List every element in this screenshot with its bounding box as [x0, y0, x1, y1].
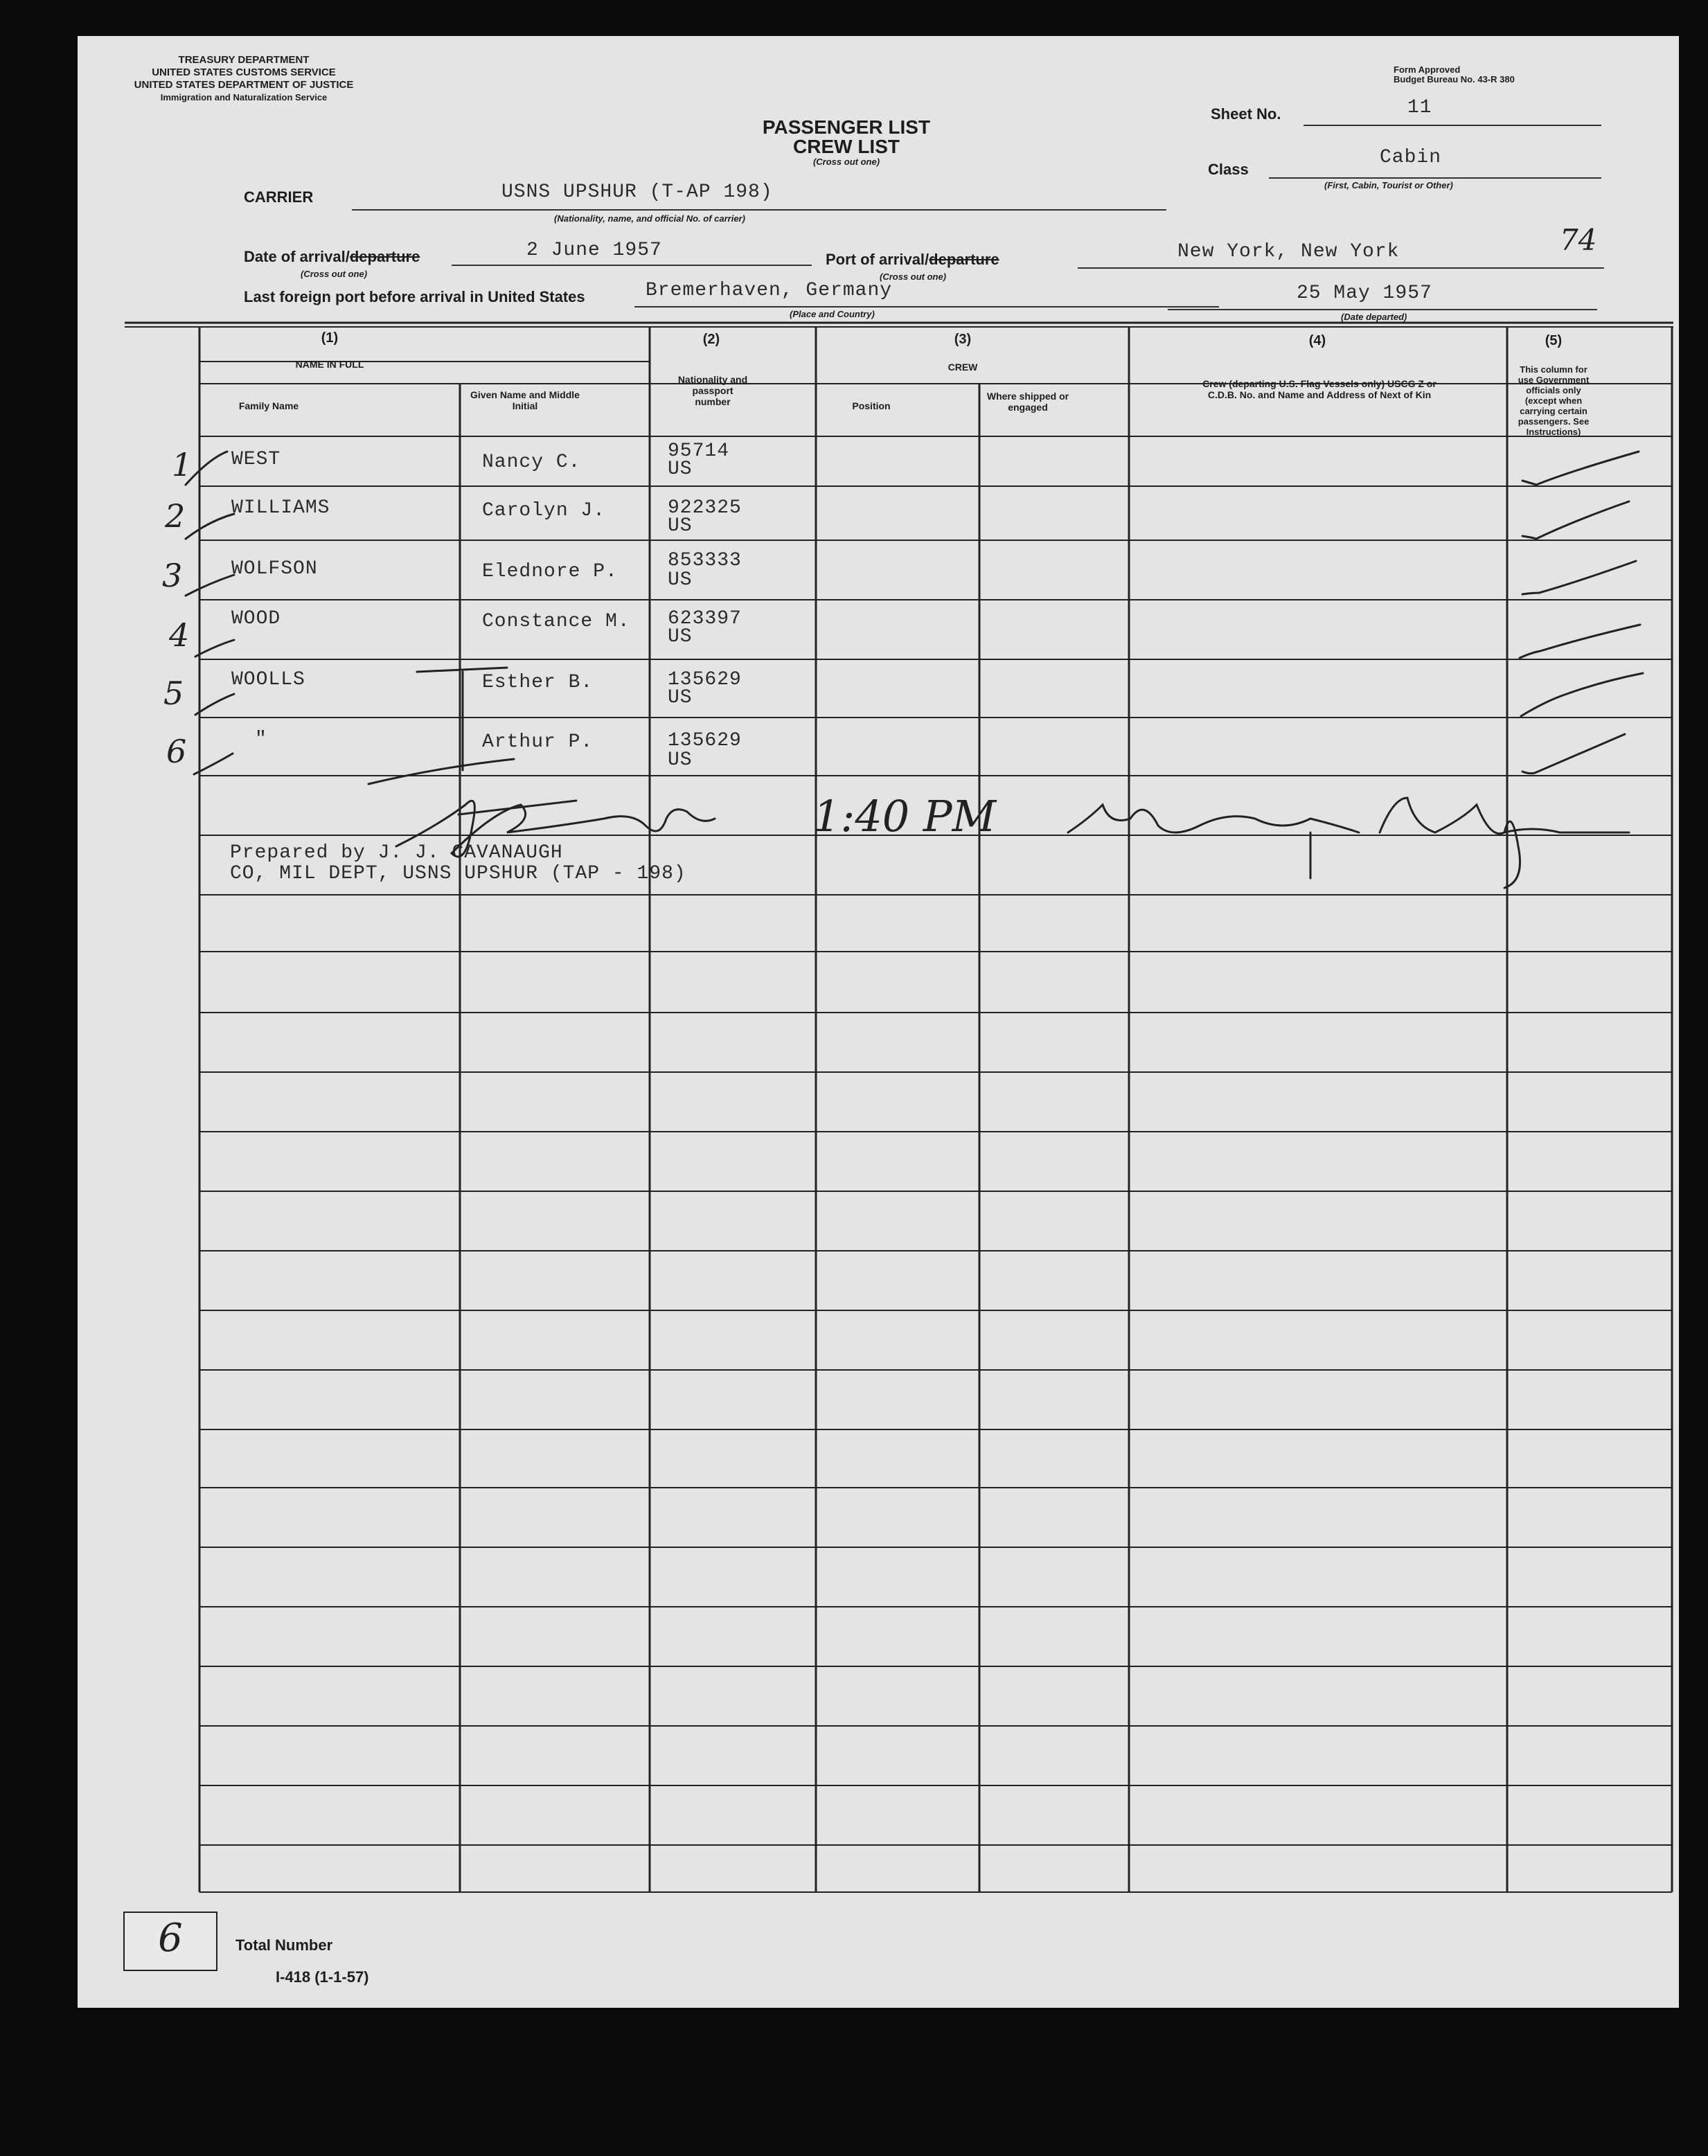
port-value: New York, New York — [1177, 241, 1400, 262]
family-name-cell: WEST — [231, 449, 281, 470]
family-name-header: Family Name — [238, 400, 299, 411]
nationality-cell: US — [668, 626, 693, 648]
row-number: 3 — [162, 557, 183, 594]
nationality-cell: US — [668, 569, 693, 591]
col1-number: (1) — [321, 330, 339, 346]
document-sheet — [78, 36, 1679, 2008]
date-departed-caption: (Date departed) — [1341, 312, 1407, 322]
col1-title: NAME IN FULL — [295, 359, 364, 370]
tick-mark-icon — [186, 575, 234, 596]
agency-line: Immigration and Naturalization Service — [160, 92, 328, 103]
total-number-value: 6 — [158, 1916, 183, 1961]
given-name-cell: Arthur P. — [482, 731, 594, 753]
family-name-cell: WILLIAMS — [231, 497, 330, 519]
passport-cell: 135629 — [668, 669, 742, 691]
row-number: 5 — [163, 675, 184, 712]
row-number: 1 — [172, 446, 193, 483]
nationality-cell: US — [668, 458, 693, 480]
row-number: 4 — [169, 616, 190, 654]
col3-title: CREW — [948, 362, 978, 373]
tick-mark-icon — [195, 694, 234, 715]
tick-mark-icon — [195, 640, 234, 657]
family-name-cell: WOOLLS — [231, 669, 305, 691]
tick-mark-icon — [194, 754, 233, 774]
total-number-label: Total Number — [235, 1936, 333, 1954]
given-name-cell: Nancy C. — [482, 452, 581, 473]
given-name-cell: Constance M. — [482, 611, 630, 632]
tick-mark-icon — [186, 514, 234, 539]
row-number: 2 — [165, 497, 186, 535]
date-caption: (Cross out one) — [301, 269, 368, 279]
signature-officer — [1380, 798, 1629, 888]
port-caption: (Cross out one) — [880, 271, 947, 282]
agency-line: UNITED STATES DEPARTMENT OF JUSTICE — [134, 79, 354, 91]
signature-cavanaugh — [396, 801, 715, 857]
passport-cell: 95714 — [668, 440, 730, 462]
carrier-label: CARRIER — [244, 188, 314, 206]
handwritten-page-number: 74 — [1560, 223, 1597, 257]
nationality-cell: US — [668, 749, 693, 771]
date-departed-value: 25 May 1957 — [1297, 283, 1432, 304]
given-name-header: Given Name and Middle Initial — [470, 389, 580, 411]
form-approved-text: Form Approved — [1394, 64, 1461, 75]
col3-number: (3) — [954, 332, 972, 347]
col2-title: Nationality and passport number — [677, 374, 748, 407]
check-mark-icon — [1521, 673, 1643, 716]
agency-line: TREASURY DEPARTMENT — [178, 54, 310, 66]
col4-title: Crew (departing U.S. Flag Vessels only) USCG Z or C.D.B. No. and Name and Address of Next of Kin — [1202, 378, 1436, 400]
family-name-cell: " — [255, 729, 267, 750]
given-name-cell: Elednore P. — [482, 561, 618, 582]
last-port-value: Bremerhaven, Germany — [646, 280, 893, 301]
sheet-label: Sheet No. — [1211, 105, 1281, 123]
nationality-cell: US — [668, 515, 693, 537]
agency-line: UNITED STATES CUSTOMS SERVICE — [152, 66, 336, 78]
form-code: I-418 (1-1-57) — [276, 1968, 369, 1986]
class-value: Cabin — [1380, 147, 1442, 168]
check-mark-icon — [1522, 501, 1629, 539]
date-label-a: Date of arrival/ — [244, 248, 350, 265]
signatures-and-marks — [78, 36, 1679, 2008]
date-label-b: departure — [349, 248, 420, 265]
ditto-stroke-icon — [368, 759, 514, 784]
signature-underline — [459, 801, 576, 814]
check-mark-icon — [1522, 452, 1639, 485]
passport-cell: 922325 — [668, 497, 742, 519]
total-number-box — [123, 1912, 217, 1971]
passport-cell: 623397 — [668, 608, 742, 630]
passenger-list-title: PASSENGER LIST — [762, 116, 931, 138]
signature-inspector — [1068, 805, 1359, 832]
title-caption: (Cross out one) — [812, 157, 880, 167]
sheet-number: 11 — [1407, 97, 1432, 118]
position-header: Position — [852, 400, 891, 411]
given-name-cell: Carolyn J. — [482, 500, 606, 522]
col5-number: (5) — [1545, 333, 1563, 348]
port-label-a: Port of arrival/ — [826, 251, 929, 268]
row-number: 6 — [166, 733, 187, 770]
handwritten-time: 1:40 PM — [813, 791, 997, 841]
class-label: Class — [1208, 161, 1249, 178]
last-port-label: Last foreign port before arrival in United States — [244, 288, 585, 305]
passport-cell: 853333 — [668, 550, 742, 571]
check-mark-icon — [1522, 561, 1636, 594]
nationality-cell: US — [668, 687, 693, 709]
col5-title: This column for use Government officials only (except when carrying certain passengers. See Instructions) — [1518, 364, 1590, 437]
given-name-cell: Esther B. — [482, 672, 594, 693]
port-label-b: departure — [929, 251, 999, 268]
tick-mark-icon — [186, 452, 227, 485]
check-mark-icon — [1520, 625, 1640, 658]
last-port-caption: (Place and Country) — [790, 309, 875, 319]
carrier-value: USNS UPSHUR (T-AP 198) — [501, 181, 773, 203]
family-name-cell: WOLFSON — [231, 558, 318, 580]
arrival-date: 2 June 1957 — [526, 240, 662, 261]
prepared-by-line2: CO, MIL DEPT, USNS UPSHUR (TAP - 198) — [230, 863, 686, 884]
passport-cell: 135629 — [668, 730, 742, 751]
carrier-caption: (Nationality, name, and official No. of carrier) — [554, 213, 745, 224]
check-mark-icon — [1522, 734, 1625, 774]
prepared-by-line1: Prepared by J. J. CAVANAUGH — [230, 842, 563, 864]
class-caption: (First, Cabin, Tourist or Other) — [1324, 180, 1453, 190]
col4-number: (4) — [1308, 333, 1326, 348]
family-name-cell: WOOD — [231, 608, 281, 630]
col2-number: (2) — [702, 332, 720, 347]
where-shipped-header: Where shipped or engaged — [986, 391, 1069, 413]
crew-list-title: CREW LIST — [793, 136, 900, 157]
budget-bureau-text: Budget Bureau No. 43-R 380 — [1394, 74, 1515, 84]
ditto-bracket-icon — [417, 668, 507, 770]
